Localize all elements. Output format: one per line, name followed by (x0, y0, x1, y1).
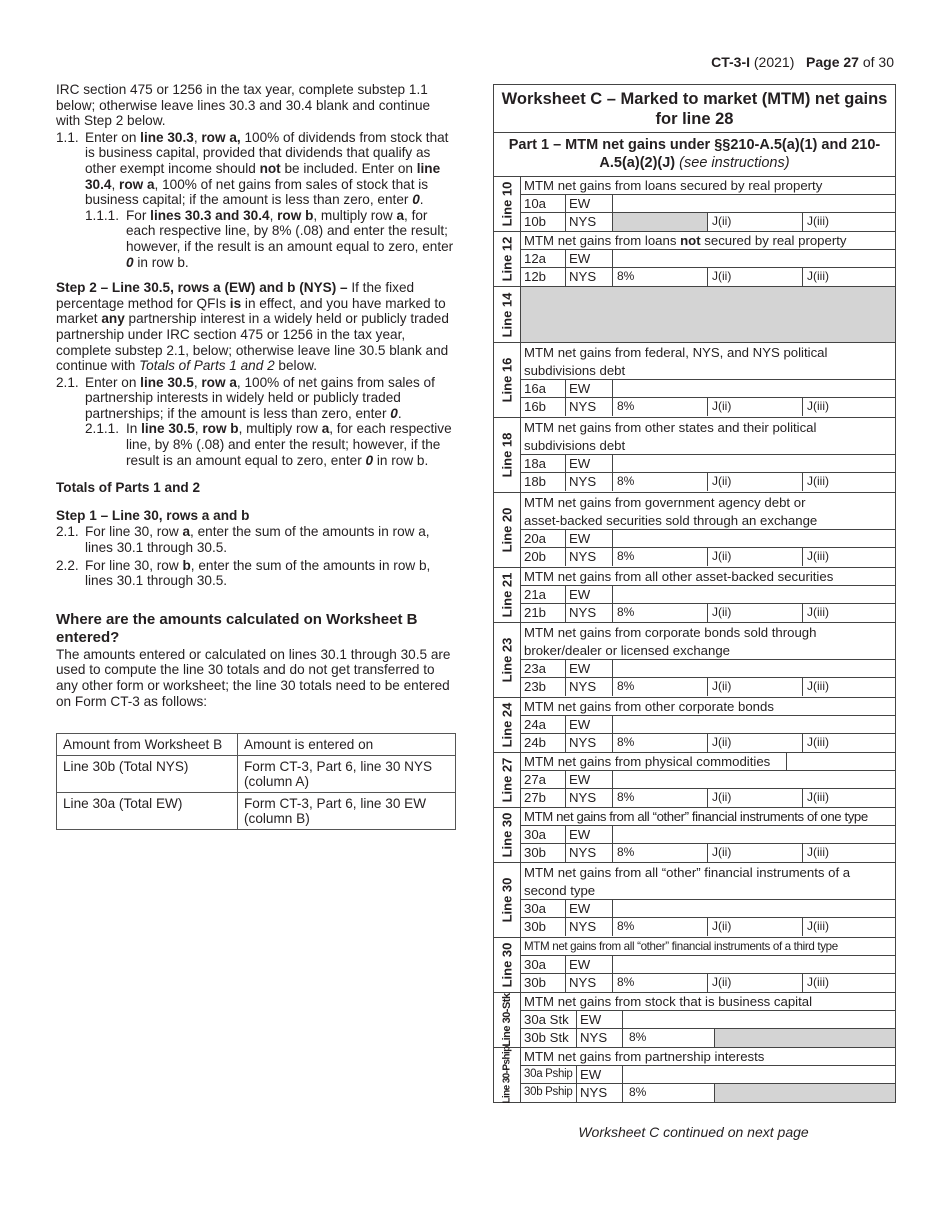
total-step-2-2 (56, 558, 456, 589)
row-id: 27b (521, 789, 566, 807)
pct-field[interactable]: 8% (613, 398, 708, 416)
row-type: NYS (566, 678, 613, 696)
line-label: Line 21 (494, 568, 521, 622)
pct-field[interactable]: 8% (613, 268, 708, 286)
intro-text: IRC section 475 or 1256 in the tax year, complete substep 1.1 below; otherwise leave lines 30.3 and 30.4 blank and continue with Step 2 below. (56, 82, 431, 129)
line-description: MTM net gains from stock that is business capital (524, 994, 813, 1009)
row-id: 12a (521, 250, 566, 267)
line-label: Line 20 (494, 493, 521, 567)
row-id: 24a (521, 716, 566, 733)
ew-entry-field[interactable] (613, 380, 895, 397)
table-cell: Form CT-3, Part 6, line 30 NYS (column A) (238, 756, 456, 793)
worksheet-c (493, 84, 896, 1103)
line-label: Line 10 (494, 177, 521, 231)
line-description: MTM net gains from loans not secured by real property (524, 233, 847, 248)
shaded-area (521, 287, 895, 342)
row-type: NYS (566, 918, 613, 936)
row-type: EW (566, 660, 613, 677)
row-id: 24b (521, 734, 566, 752)
line-30-type-1-group (494, 808, 895, 863)
page-number: Page 27 (806, 54, 859, 70)
ew-entry-field[interactable] (613, 771, 895, 788)
jii-field[interactable]: J(ii) (708, 213, 803, 231)
jiii-field[interactable]: J(iii) (807, 474, 829, 488)
row-type: NYS (566, 473, 613, 491)
row-type: EW (566, 195, 613, 212)
row-id: 30a (521, 826, 566, 843)
substep-number: 2.1. (56, 374, 79, 390)
form-year: (2021) (753, 54, 795, 70)
line-description: MTM net gains from all “other” financial instruments of a third type (524, 940, 838, 953)
line-description: MTM net gains from loans secured by real property (524, 178, 823, 193)
row-type: EW (577, 1066, 623, 1083)
line-30-type-3-group (494, 938, 895, 993)
substep-text: For line 30, row b, enter the sum of the amounts in row b, lines 30.1 through 30.5. (85, 557, 431, 589)
line-label: Line 12 (494, 232, 521, 286)
jiii-field[interactable]: J(iii) (807, 214, 829, 228)
row-type: NYS (577, 1084, 623, 1102)
substep-2-1 (56, 375, 456, 422)
line-description: second type (524, 883, 596, 898)
row-id: 21a (521, 586, 566, 603)
line-16-group (494, 343, 895, 418)
pct-field[interactable]: 8% (613, 918, 708, 936)
ew-entry-field[interactable] (623, 1011, 895, 1028)
line-label: Line 27 (494, 753, 521, 807)
substep-text: Enter on line 30.5, row a, 100% of net gains from sales of partnership interests in widely held or publicly traded partnerships; if the amount is less than zero, enter 0. (85, 374, 435, 421)
ew-entry-field[interactable] (613, 530, 895, 547)
amount-table (56, 733, 456, 830)
row-id: 10b (521, 213, 566, 231)
line-label: Line 30 (494, 863, 521, 937)
row-id: 16a (521, 380, 566, 397)
row-id: 30b Pship (521, 1084, 577, 1102)
line-label: Line 18 (494, 418, 521, 492)
line-label: Line 30-Stk (494, 993, 521, 1047)
jiii-field[interactable]: J(iii) (807, 919, 829, 933)
row-type: NYS (566, 268, 613, 286)
row-type: NYS (566, 213, 613, 231)
jiii-field[interactable]: J(iii) (807, 269, 829, 283)
row-id: 30a (521, 900, 566, 917)
line-description: MTM net gains from all “other” financial instruments of one type (524, 809, 868, 824)
line-description: MTM net gains from other corporate bonds (524, 699, 774, 714)
jii-field[interactable]: J(ii) (708, 473, 803, 491)
where-text: The amounts entered or calculated on lines 30.1 through 30.5 are used to compute the line 30 totals and do not get transferred to any other form or worksheet; the line 30 totals need to be entered on Form CT-3 as follows: (56, 646, 451, 709)
ew-entry-field[interactable] (613, 956, 895, 973)
table-header-row (57, 734, 456, 756)
row-id: 18b (521, 473, 566, 491)
row-type: EW (566, 771, 613, 788)
jiii-field[interactable]: J(iii) (807, 790, 829, 804)
substep-text: For lines 30.3 and 30.4, row b, multiply row a, for each respective line, by 8% (.08) and enter the result; however, if the result is an amount equal to zero, enter 0 in row b. (126, 207, 454, 270)
line-label: Line 30-Pship (494, 1048, 521, 1102)
row-type: NYS (566, 734, 613, 752)
line-description: broker/dealer or licensed exchange (524, 643, 730, 658)
row-type: EW (566, 900, 613, 917)
ew-entry-field[interactable] (623, 1066, 895, 1083)
row-id: 20a (521, 530, 566, 547)
substep-text: In line 30.5, row b, multiply row a, for each respective line, by 8% (.08) and enter the result; however, if the result is an amount equal to zero, enter 0 in row b. (126, 421, 452, 468)
line-label: Line 23 (494, 623, 521, 697)
table-cell: Line 30b (Total NYS) (57, 756, 238, 793)
row-id: 30b (521, 918, 566, 936)
line-description: asset-backed securities sold through an exchange (524, 513, 818, 528)
jii-field[interactable]: J(ii) (708, 789, 803, 807)
table-row (57, 756, 456, 793)
ew-entry-field[interactable] (613, 826, 895, 843)
row-type: NYS (566, 789, 613, 807)
jii-field[interactable]: J(ii) (708, 678, 803, 696)
line-description: subdivisions debt (524, 438, 626, 453)
jiii-field[interactable]: J(iii) (807, 975, 829, 989)
pct-field[interactable]: 8% (613, 548, 708, 566)
substep-text: For line 30, row a, enter the sum of the amounts in row a, lines 30.1 through 30.5. (85, 524, 430, 556)
row-type: NYS (566, 548, 613, 566)
page-total: of 30 (862, 54, 894, 70)
pct-field[interactable]: 8% (613, 789, 708, 807)
line-description: MTM net gains from other states and their political (524, 420, 817, 435)
pct-field[interactable]: 8% (613, 974, 708, 992)
row-type: EW (566, 250, 613, 267)
jii-field[interactable]: J(ii) (708, 548, 803, 566)
pct-field[interactable]: 8% (623, 1084, 715, 1102)
substep-number: 2.1. (56, 524, 79, 540)
line-label: Line 14 (494, 287, 521, 342)
row-id: 23b (521, 678, 566, 696)
row-id: 30a Stk (521, 1011, 577, 1028)
part-1-title: Part 1 – MTM net gains under §§210-A.5(a)(1) and 210-A.5(a)(2)(J) (see instructions) (494, 133, 895, 177)
ew-entry-field[interactable] (613, 900, 895, 917)
row-id: 12b (521, 268, 566, 286)
line-description: MTM net gains from federal, NYS, and NYS political (524, 345, 828, 360)
line-label: Line 30 (494, 938, 521, 992)
line-label: Line 24 (494, 698, 521, 752)
row-type: EW (566, 826, 613, 843)
substep-2-1-1 (85, 421, 456, 468)
row-type: NYS (566, 844, 613, 862)
line-description: subdivisions debt (524, 363, 626, 378)
line-description: MTM net gains from physical commodities (521, 753, 787, 770)
form-id: CT-3-I (711, 54, 750, 70)
line-description: MTM net gains from corporate bonds sold through (524, 625, 817, 640)
jiii-field[interactable]: J(iii) (807, 605, 829, 619)
pct-field[interactable]: 8% (623, 1029, 715, 1047)
line-description: MTM net gains from all “other” financial instruments of a (524, 865, 851, 880)
line-21-group (494, 568, 895, 623)
row-id: 16b (521, 398, 566, 416)
row-id: 21b (521, 604, 566, 622)
line-30-type-2-group (494, 863, 895, 938)
row-type: EW (577, 1011, 623, 1028)
pct-field[interactable]: 8% (613, 734, 708, 752)
row-id: 20b (521, 548, 566, 566)
shaded-cell (715, 1029, 895, 1047)
row-id: 27a (521, 771, 566, 788)
row-type: EW (566, 455, 613, 472)
substep-text: Enter on line 30.3, row a, 100% of dividends from stock that is business capital, provided that dividends that qualify as other exempt income should not be included. Enter on line 30.4, row a, 100% of net gains from sales of stock that is business capital; if the amount is less than zero, enter 0. (85, 129, 449, 208)
substep-number: 1.1.1. (85, 207, 120, 223)
line-30-stk-group (494, 993, 895, 1048)
shaded-cell (613, 213, 708, 231)
pct-field[interactable]: 8% (613, 473, 708, 491)
line-description: MTM net gains from all other asset-backed securities (524, 569, 834, 584)
jii-field[interactable]: J(ii) (708, 734, 803, 752)
row-type: EW (566, 380, 613, 397)
row-type: EW (566, 530, 613, 547)
table-cell: Form CT-3, Part 6, line 30 EW (column B) (238, 793, 456, 830)
line-label: Line 30 (494, 808, 521, 862)
row-id: 30b (521, 974, 566, 992)
totals-heading: Totals of Parts 1 and 2 (56, 480, 201, 496)
table-header: Amount is entered on (238, 734, 456, 756)
jii-field[interactable]: J(ii) (708, 844, 803, 862)
jii-field[interactable]: J(ii) (708, 604, 803, 622)
table-row (57, 793, 456, 830)
worksheet-title: Worksheet C – Marked to market (MTM) net gains for line 28 (494, 85, 895, 133)
instructions-column (56, 82, 456, 830)
line-10-group (494, 177, 895, 232)
line-24-group (494, 698, 895, 753)
jiii-field[interactable]: J(iii) (807, 735, 829, 749)
row-id: 30b (521, 844, 566, 862)
substep-1-1 (56, 130, 456, 208)
row-id: 23a (521, 660, 566, 677)
line-27-group (494, 753, 895, 808)
row-type: EW (566, 586, 613, 603)
table-cell: Line 30a (Total EW) (57, 793, 238, 830)
row-type: NYS (566, 604, 613, 622)
line-14-group (494, 287, 895, 343)
page-header (711, 54, 894, 70)
jii-field[interactable]: J(ii) (708, 918, 803, 936)
row-type: EW (566, 956, 613, 973)
line-12-group (494, 232, 895, 287)
step-1-heading: Step 1 – Line 30, rows a and b (56, 507, 250, 523)
row-id: 18a (521, 455, 566, 472)
ew-entry-field[interactable] (613, 586, 895, 603)
row-type: EW (566, 716, 613, 733)
table-header: Amount from Worksheet B (57, 734, 238, 756)
substep-number: 2.1.1. (85, 421, 120, 437)
pct-field[interactable]: 8% (613, 844, 708, 862)
substep-1-1-1 (85, 208, 456, 270)
pct-field[interactable]: 8% (613, 678, 708, 696)
total-step-2-1 (56, 524, 456, 555)
ew-entry-field[interactable] (613, 250, 895, 267)
jii-field[interactable]: J(ii) (708, 268, 803, 286)
line-label: Line 16 (494, 343, 521, 417)
line-18-group (494, 418, 895, 493)
where-heading: Where are the amounts calculated on Worksheet B entered? (56, 610, 418, 646)
line-description: MTM net gains from government agency debt or (524, 495, 806, 510)
row-type: NYS (577, 1029, 623, 1047)
line-20-group (494, 493, 895, 568)
ew-entry-field[interactable] (613, 195, 895, 212)
jiii-field[interactable]: J(iii) (807, 399, 829, 413)
step-2-text: Step 2 – Line 30.5, rows a (EW) and b (NYS) – If the fixed percentage method for QFIs is in effect, and you have marked to market any partnership interest in a widely held or publicly traded partnership under IRC section 475 or 1256 in the tax year, complete substep 2.1, below; otherwise leave line 30.5 blank and continue with Totals of Parts 1 and 2 below. (56, 280, 449, 374)
row-id: 30a (521, 956, 566, 973)
line-23-group (494, 623, 895, 698)
ew-entry-field[interactable] (613, 455, 895, 472)
jiii-field[interactable]: J(iii) (807, 845, 829, 859)
ew-entry-field[interactable] (613, 660, 895, 677)
jiii-field[interactable]: J(iii) (807, 679, 829, 693)
line-description: MTM net gains from partnership interests (524, 1049, 765, 1064)
ew-entry-field[interactable] (613, 716, 895, 733)
row-type: NYS (566, 974, 613, 992)
jii-field[interactable]: J(ii) (708, 974, 803, 992)
jii-field[interactable]: J(ii) (708, 398, 803, 416)
row-type: NYS (566, 398, 613, 416)
pct-field[interactable]: 8% (613, 604, 708, 622)
worksheet-continued-note: Worksheet C continued on next page (578, 1124, 809, 1140)
substep-number: 1.1. (56, 129, 79, 145)
row-id: 30b Stk (521, 1029, 577, 1047)
jiii-field[interactable]: J(iii) (807, 549, 829, 563)
row-id: 30a Pship (521, 1066, 577, 1083)
shaded-cell (715, 1084, 895, 1102)
line-30-pship-group (494, 1048, 895, 1103)
row-id: 10a (521, 195, 566, 212)
substep-number: 2.2. (56, 557, 79, 573)
